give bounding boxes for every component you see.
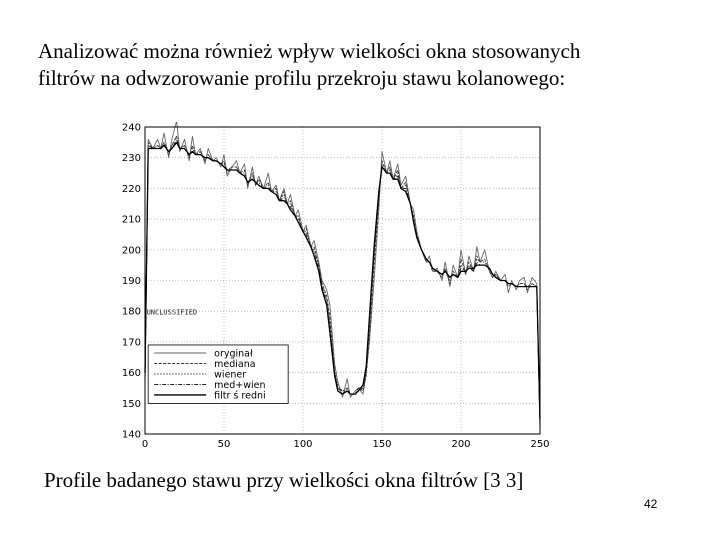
x-tick-label: 200 xyxy=(451,439,471,450)
y-tick-label: 140 xyxy=(121,429,141,441)
heading-line-2: filtrów na odwzorowanie profilu przekroju stawu kolanowego: xyxy=(38,66,566,90)
y-tick-label: 180 xyxy=(121,306,141,318)
x-tick-label: 0 xyxy=(141,439,149,450)
chart-annotation: UNCLUSSIFIED xyxy=(146,308,198,317)
legend-label: filtr ś redni xyxy=(214,390,266,402)
legend-label: mediana xyxy=(214,358,256,370)
y-tick-label: 240 xyxy=(121,122,141,134)
y-tick-label: 160 xyxy=(121,368,141,380)
x-tick-label: 50 xyxy=(217,439,231,450)
x-tick-label: 100 xyxy=(293,439,313,450)
y-tick-label: 190 xyxy=(121,276,141,287)
y-tick-label: 220 xyxy=(121,183,141,195)
y-tick-label: 210 xyxy=(121,214,141,226)
y-tick-label: 170 xyxy=(121,337,141,349)
x-tick-label: 150 xyxy=(372,439,392,450)
y-tick-label: 150 xyxy=(121,398,141,410)
x-tick-label: 250 xyxy=(530,439,550,450)
y-tick-label: 200 xyxy=(121,245,141,257)
legend-label: oryginał xyxy=(214,348,253,360)
heading-line-1: Analizować można również wpływ wielkości okna stosowanych xyxy=(38,39,581,63)
slide-heading xyxy=(38,38,698,92)
profile-chart xyxy=(110,122,560,462)
y-tick-label: 230 xyxy=(121,153,141,165)
legend-label: wiener xyxy=(214,369,247,381)
profile-chart-svg xyxy=(110,122,560,462)
page-number: 42 xyxy=(644,497,658,511)
figure-caption: Profile badanego stawu przy wielkości okna filtrów [3 3] xyxy=(44,468,524,492)
legend-label: med+wien xyxy=(214,379,266,391)
